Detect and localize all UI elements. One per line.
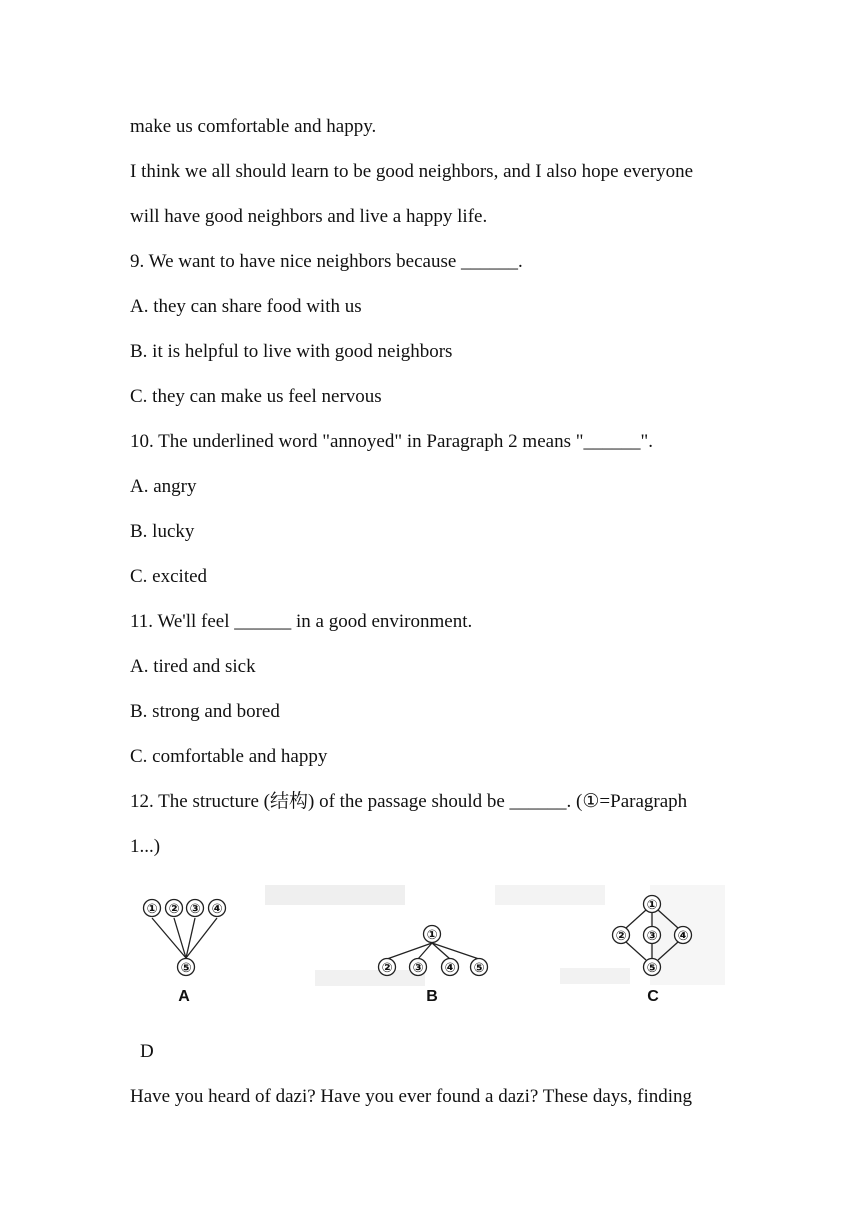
diagram-c-node-3: ③ [646,929,658,944]
diagram-a-caption: A [178,988,190,1005]
question-9-option-c: C. they can make us feel nervous [130,386,382,407]
diagram-b-caption: B [426,988,438,1005]
question-10-option-b: B. lucky [130,521,195,542]
diagram-a-node-4: ④ [211,902,223,917]
question-9-stem: 9. We want to have nice neighbors because ______. [130,251,523,272]
question-10-option-a: A. angry [130,476,197,497]
structure-diagrams [130,880,730,1015]
question-9-option-b: B. it is helpful to live with good neighbors [130,341,453,362]
diagram-c-node-4: ④ [677,929,689,944]
question-11-option-a: A. tired and sick [130,656,256,677]
diagram-a-node-2: ② [168,902,180,917]
diagram-a-node-3: ③ [189,902,201,917]
diagram-b-node-2: ② [381,961,393,976]
question-12-stem: 12. The structure (结构) of the passage should be ______. (①=Paragraph [130,791,688,812]
diagram-a-node-1: ① [146,902,158,917]
diagram-b-node-3: ③ [412,961,424,976]
passage-line: I think we all should learn to be good neighbors, and I also hope everyone [130,161,693,182]
question-11-option-b: B. strong and bored [130,701,280,722]
question-10-stem: 10. The underlined word "annoyed" in Paragraph 2 means "______". [130,431,653,452]
question-11-stem: 11. We'll feel ______ in a good environment. [130,611,473,632]
question-11-option-c: C. comfortable and happy [130,746,328,767]
next-passage-line: Have you heard of dazi? Have you ever found a dazi? These days, finding [130,1086,693,1107]
diagram-c-node-2: ② [615,929,627,944]
diagram-b-node-1: ① [426,928,438,943]
question-12-stem-continued: 1...) [130,836,161,857]
diagram-c-node-5: ⑤ [646,961,658,976]
passage-line: make us comfortable and happy. [130,116,377,137]
question-10-option-c: C. excited [130,566,208,587]
section-label: D [140,1041,154,1062]
diagram-a-node-5: ⑤ [180,961,192,976]
passage-line: will have good neighbors and live a happy life. [130,206,488,227]
diagram-c-caption: C [647,988,659,1005]
diagram-c-node-1: ① [646,898,658,913]
diagram-b-node-5: ⑤ [473,961,485,976]
diagram-b-node-4: ④ [444,961,456,976]
question-9-option-a: A. they can share food with us [130,296,362,317]
